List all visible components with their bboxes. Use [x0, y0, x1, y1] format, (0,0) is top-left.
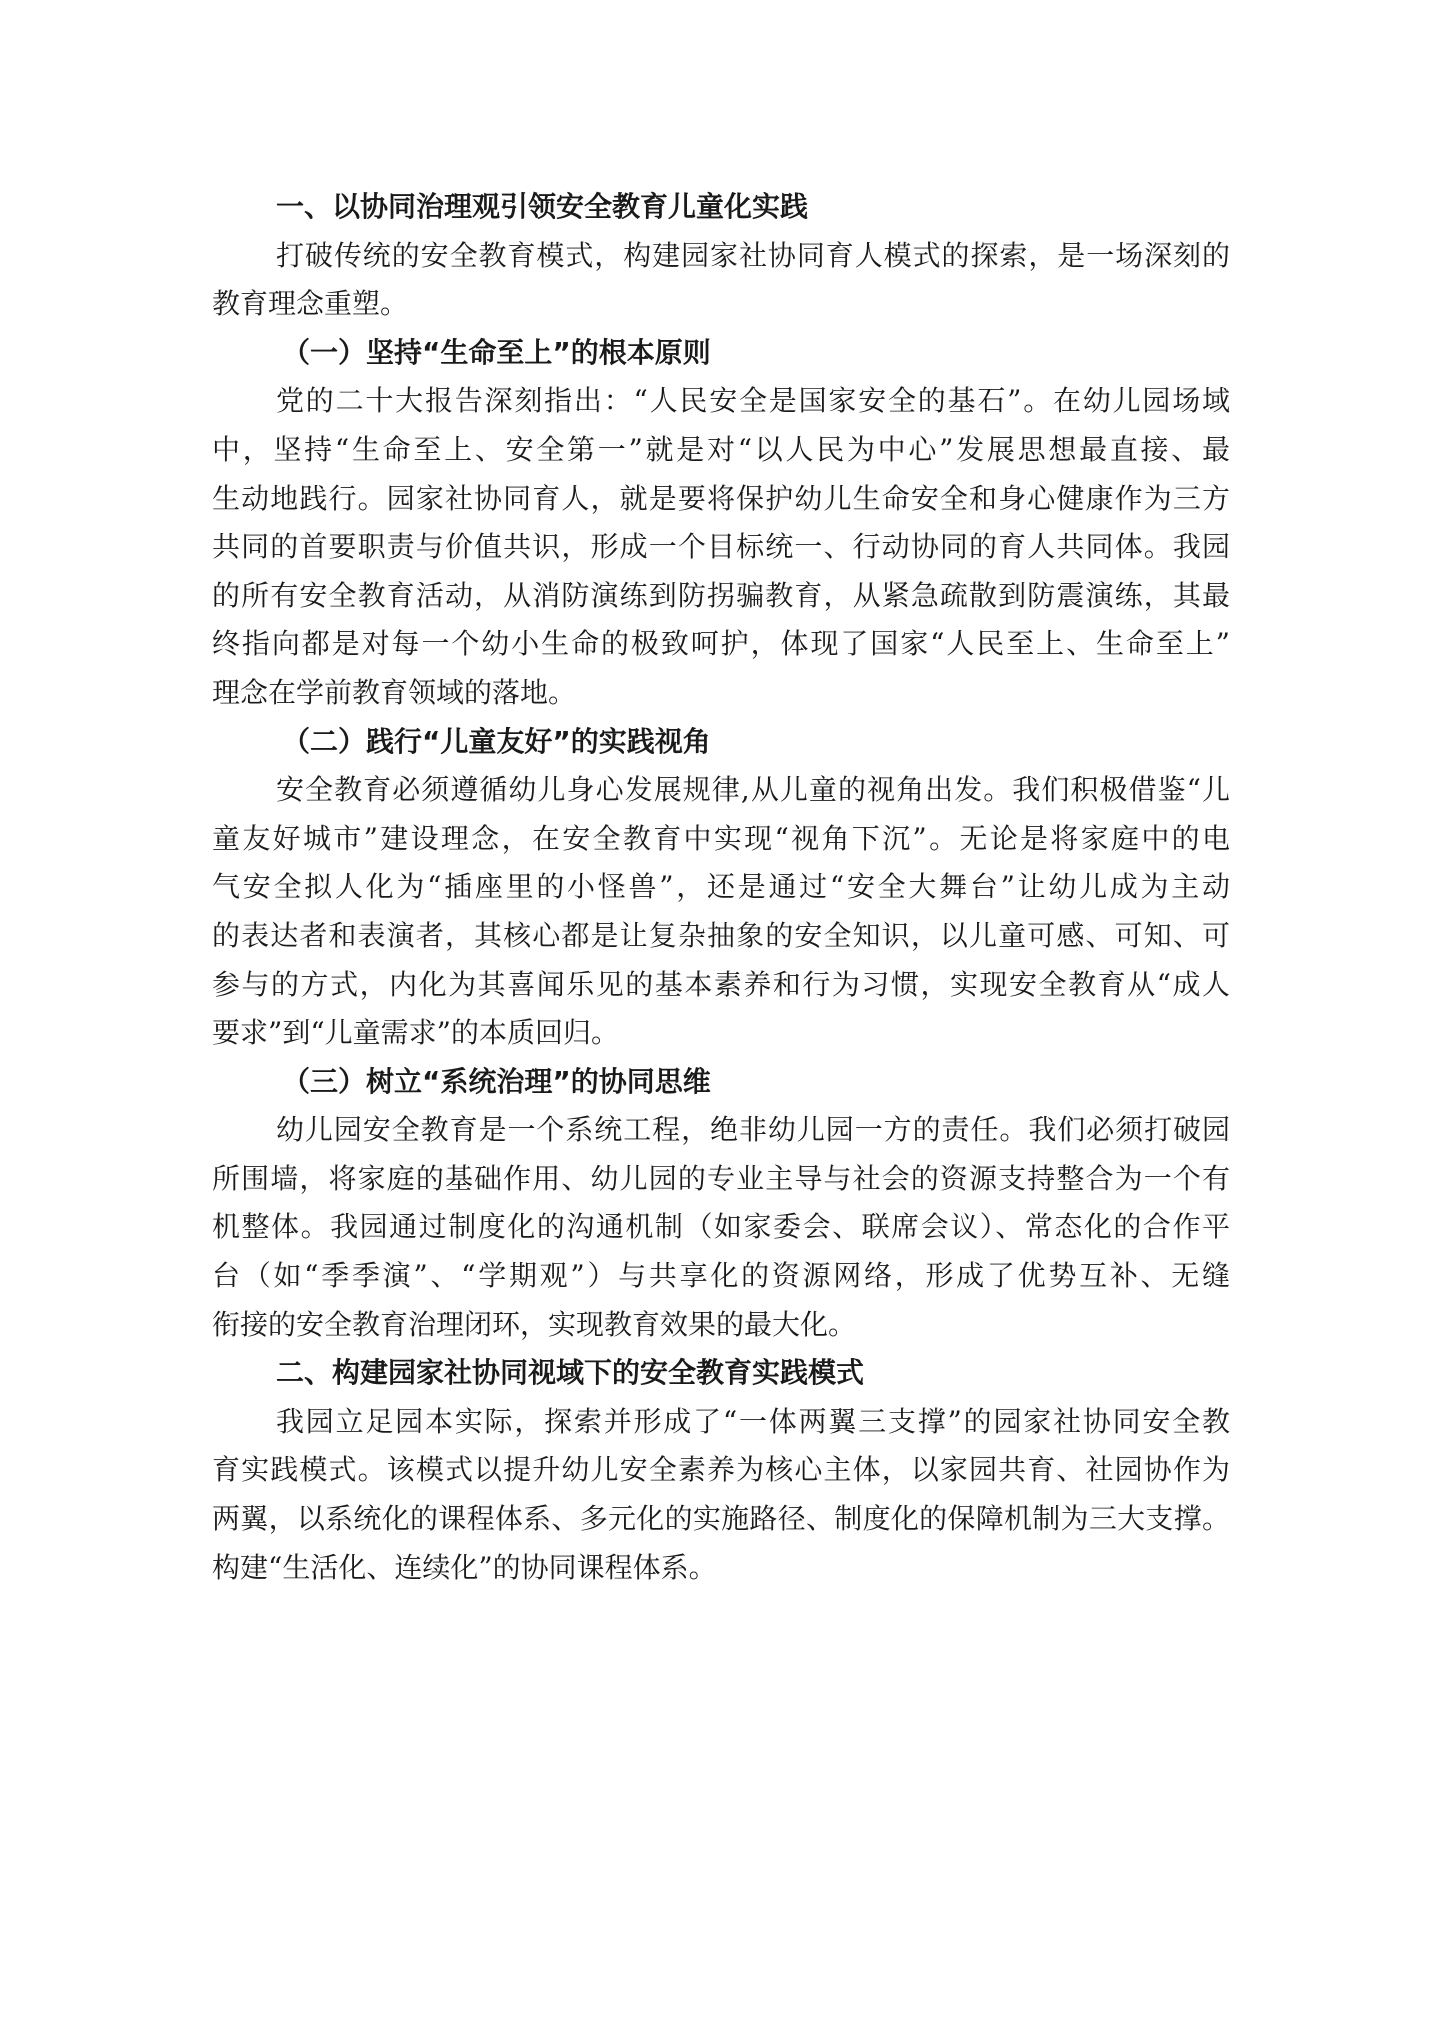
paragraph-line: 打破传统的安全教育模式，构建园家社协同育人模式的探索，是一场深刻的 [276, 238, 1230, 272]
paragraph-line: 育实践模式。该模式以提升幼儿安全素养为核心主体，以家园共育、社园协作为 [212, 1453, 1230, 1487]
paragraph-line: 的表达者和表演者，其核心都是让复杂抽象的安全知识，以儿童可感、可知、可 [212, 918, 1230, 952]
paragraph-line: 两翼，以系统化的课程体系、多元化的实施路径、制度化的保障机制为三大支撑。 [212, 1502, 1230, 1536]
subsection-1-paragraph [212, 377, 1230, 717]
paragraph-line: 衔接的安全教育治理闭环，实现教育效果的最大化。 [212, 1307, 857, 1341]
paragraph-line: 要求”到“儿童需求”的本质回归。 [212, 1016, 619, 1050]
subsection-heading-2: （二）践行“儿童友好”的实践视角 [282, 724, 711, 758]
subsection-heading-3: （三）树立“系统治理”的协同思维 [282, 1064, 711, 1098]
paragraph-line: 幼儿园安全教育是一个系统工程，绝非幼儿园一方的责任。我们必须打破园 [276, 1113, 1230, 1147]
document-page [212, 183, 1230, 1592]
paragraph-line: 的所有安全教育活动，从消防演练到防拐骗教育，从紧急疏散到防震演练，其最 [212, 578, 1230, 612]
paragraph-line: 理念在学前教育领域的落地。 [212, 675, 577, 709]
subsection-2-paragraph [212, 766, 1230, 1058]
section-heading-1: 一、以协同治理观引领安全教育儿童化实践 [276, 190, 809, 223]
paragraph-line: 共同的首要职责与价值共识，形成一个目标统一、行动协同的育人共同体。我园 [212, 530, 1230, 564]
paragraph-line: 台（如“季季演”、“学期观”）与共享化的资源网络，形成了优势互补、无缝 [212, 1259, 1230, 1293]
paragraph-line: 生动地践行。园家社协同育人，就是要将保护幼儿生命安全和身心健康作为三方 [212, 481, 1230, 515]
subsection-heading-1: （一）坚持“生命至上”的根本原则 [282, 335, 711, 369]
paragraph-line: 童友好城市”建设理念，在安全教育中实现“视角下沉”。无论是将家庭中的电 [212, 821, 1230, 855]
section-1-intro [212, 232, 1230, 329]
paragraph-line: 气安全拟人化为“插座里的小怪兽”，还是通过“安全大舞台”让幼儿成为主动 [212, 870, 1230, 904]
subsection-3-paragraph [212, 1106, 1230, 1349]
paragraph-line: 机整体。我园通过制度化的沟通机制（如家委会、联席会议）、常态化的合作平 [212, 1210, 1230, 1244]
section-2-intro [212, 1398, 1230, 1592]
paragraph-line: 所围墙，将家庭的基础作用、幼儿园的专业主导与社会的资源支持整合为一个有 [212, 1161, 1230, 1195]
paragraph-line: 我园立足园本实际，探索并形成了“一体两翼三支撑”的园家社协同安全教 [276, 1404, 1230, 1438]
paragraph-line: 党的二十大报告深刻指出：“人民安全是国家安全的基石”。在幼儿园场域 [276, 384, 1230, 418]
paragraph-line: 构建“生活化、连续化”的协同课程体系。 [212, 1550, 717, 1584]
paragraph-line: 终指向都是对每一个幼小生命的极致呵护，体现了国家“人民至上、生命至上” [212, 627, 1230, 661]
paragraph-line: 安全教育必须遵循幼儿身心发展规律,从儿童的视角出发。我们积极借鉴“儿 [276, 773, 1230, 807]
section-heading-2: 二、构建园家社协同视域下的安全教育实践模式 [276, 1356, 865, 1390]
paragraph-line: 教育理念重塑。 [212, 287, 409, 321]
paragraph-line: 中，坚持“生命至上、安全第一”就是对“以人民为中心”发展思想最直接、最 [212, 432, 1230, 466]
paragraph-line: 参与的方式，内化为其喜闻乐见的基本素养和行为习惯，实现安全教育从“成人 [212, 967, 1230, 1001]
